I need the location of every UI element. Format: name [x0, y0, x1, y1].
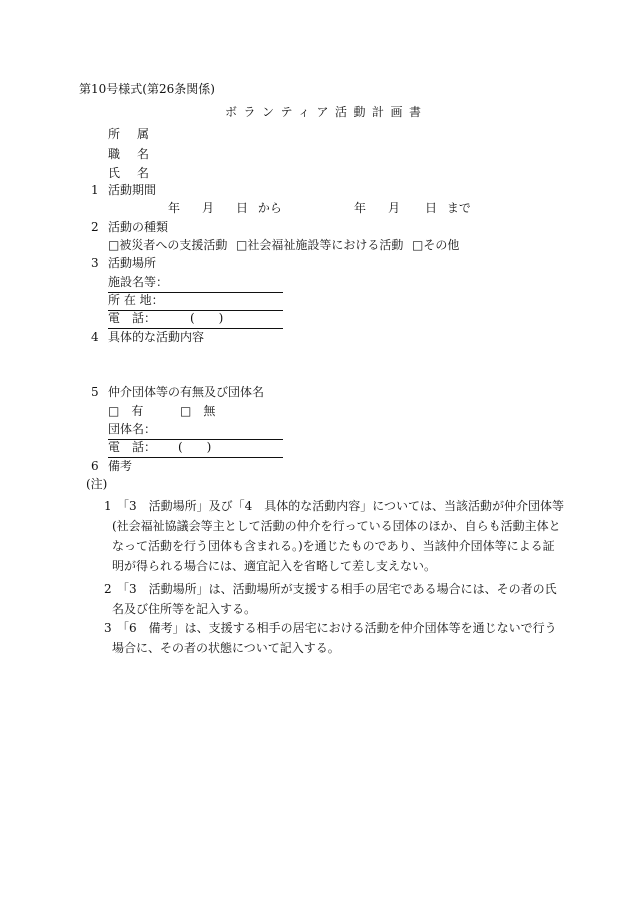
- note-3-number: 3: [104, 621, 112, 635]
- section-6-number: 6: [91, 459, 99, 473]
- note-1-line-4: 明が得られる場合には、適宜記入を省略して差し支えない。: [112, 559, 437, 573]
- phone-label: 電 話：: [108, 311, 157, 325]
- period-to-year: 年: [354, 201, 367, 215]
- period-to-month: 月: [388, 201, 401, 215]
- section-2-number: 2: [91, 220, 99, 234]
- note-1-line-3: なって活動を行う団体も含まれる。)を通じたものであり、当該仲介団体等による証: [112, 539, 555, 553]
- org-name-label: 団体名：: [108, 422, 157, 436]
- org-name-field[interactable]: [108, 423, 283, 440]
- intermediary-no-checkbox[interactable]: □ 無: [180, 404, 216, 418]
- note-3-line-1: 「6 備考」は、支援する相手の居宅における活動を仲介団体等を通じないで行う: [117, 621, 557, 635]
- period-to-day: 日 まで: [425, 201, 471, 215]
- form-number: 第10号様式(第26条関係): [79, 82, 215, 96]
- section-5-number: 5: [91, 385, 99, 399]
- section-2-label: 活動の種類: [108, 220, 169, 234]
- notes-heading: (注): [86, 477, 108, 491]
- address-label: 所 在 地：: [108, 293, 164, 307]
- section-4-label: 具体的な活動内容: [108, 330, 205, 344]
- note-2-line-1: 「3 活動場所」は、活動場所が支援する相手の居宅である場合には、その者の氏: [117, 582, 557, 596]
- period-from-month: 月: [202, 201, 215, 215]
- phone-area-parens: ( ): [190, 311, 224, 325]
- section-4-number: 4: [91, 330, 99, 344]
- facility-name-label: 施設名等：: [108, 275, 169, 289]
- org-phone-field[interactable]: [108, 441, 283, 458]
- note-2-number: 2: [104, 582, 112, 596]
- note-1-line-1: 「3 活動場所」及び「4 具体的な活動内容」については、当該活動が仲介団体等: [117, 499, 565, 513]
- org-phone-label: 電 話：: [108, 440, 157, 454]
- org-phone-area-parens: ( ): [178, 440, 212, 454]
- activity-type-other-checkbox[interactable]: □その他: [412, 238, 460, 252]
- document-title: ボランティア活動計画書: [225, 105, 428, 119]
- activity-type-disaster-checkbox[interactable]: □被災者への支援活動: [108, 238, 228, 252]
- note-2-line-2: 名及び住所等を記入する。: [112, 602, 257, 616]
- intermediary-yes-checkbox[interactable]: □ 有: [108, 404, 144, 418]
- position-label: 職名: [108, 147, 167, 161]
- period-from-year: 年: [168, 201, 181, 215]
- phone-field[interactable]: [108, 312, 283, 329]
- period-from-day: 日 から: [236, 201, 282, 215]
- note-1-line-2: (社会福祉協議会等主として活動の仲介を行っている団体のほか、自らも活動主体と: [112, 519, 561, 533]
- activity-type-welfare-checkbox[interactable]: □社会福祉施設等における活動: [236, 238, 404, 252]
- section-3-number: 3: [91, 256, 99, 270]
- note-3-line-2: 場合に、その者の状態について記入する。: [112, 641, 340, 655]
- section-3-label: 活動場所: [108, 256, 157, 270]
- section-1-number: 1: [91, 183, 99, 197]
- section-6-label: 備考: [108, 459, 133, 473]
- note-1-number: 1: [104, 499, 112, 513]
- section-1-label: 活動期間: [108, 183, 157, 197]
- affiliation-label: 所属: [108, 127, 167, 141]
- activity-details-field[interactable]: [108, 348, 528, 384]
- section-5-label: 仲介団体等の有無及び団体名: [108, 385, 265, 399]
- facility-name-field[interactable]: [108, 276, 283, 293]
- address-field[interactable]: [108, 294, 283, 311]
- name-label: 氏名: [108, 166, 167, 180]
